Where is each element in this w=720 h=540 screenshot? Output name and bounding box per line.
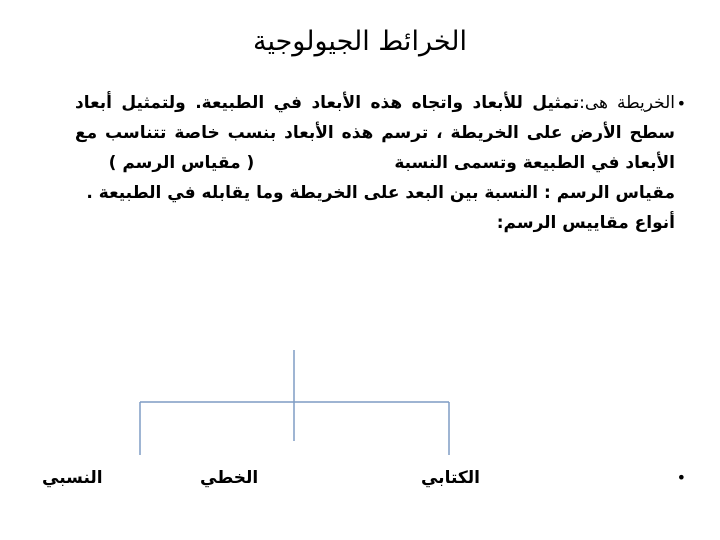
definition-lead: الخريطة هى:: [579, 93, 676, 113]
slide-body: [75, 88, 675, 238]
slide-title: الخرائط الجيولوجية: [252, 26, 468, 57]
scale-term: ( مقياس الرسم ): [108, 153, 255, 173]
type-label-ratio: النسبي: [42, 468, 103, 488]
type-label-linear: الخطي: [200, 468, 259, 488]
bullet-marker: •: [676, 94, 686, 113]
definition-line-2: ولتمثيل أبعاد سطح الأرض على الخريطة ، ترسم هذه الأبعاد بنسب خاصة تتناسب مع الأبعاد في الطبيعة وتسمى النسبة: [75, 93, 675, 173]
definition-line-1: تمثيل للأبعاد واتجاه هذه الأبعاد في الطبيعة.: [195, 93, 580, 113]
definition-paragraph: [75, 88, 675, 178]
types-heading: أنواع مقاييس الرسم:: [496, 213, 675, 233]
scale-definition: مقياس الرسم : النسبة بين البعد على الخريطة وما يقابله في الطبيعة .: [86, 183, 675, 203]
type-label-written: الكتابي: [420, 468, 480, 488]
bullet-marker: •: [676, 468, 686, 487]
